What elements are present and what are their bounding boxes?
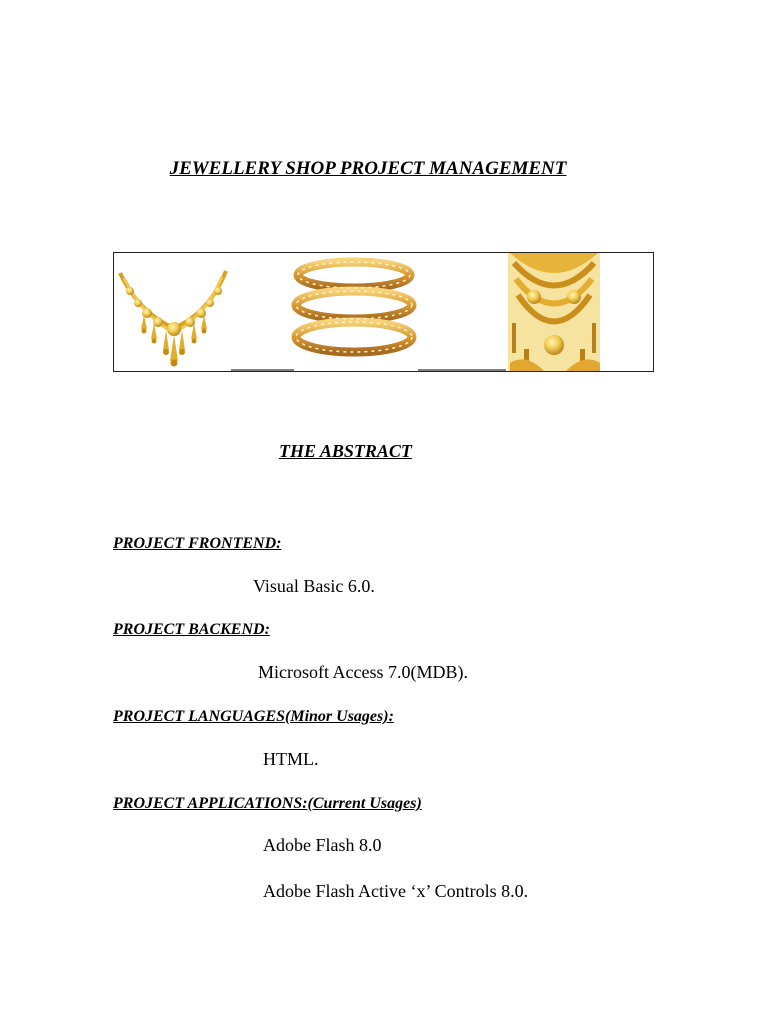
jewellery-image-strip [113,252,654,372]
bridal-set-image [508,253,600,372]
applications-label: PROJECT APPLICATIONS:(Current Usages) [113,795,422,812]
bangles-image [296,262,412,352]
languages-value: HTML. [263,749,319,769]
necklace-image [120,271,226,367]
backend-label: PROJECT BACKEND: [113,621,270,638]
languages-label: PROJECT LANGUAGES(Minor Usages): [113,708,394,725]
section-title: THE ABSTRACT [279,441,412,461]
applications-value-flash: Adobe Flash 8.0 [263,835,382,855]
backend-value: Microsoft Access 7.0(MDB). [258,662,468,682]
document-title: JEWELLERY SHOP PROJECT MANAGEMENT [169,158,567,179]
applications-value-activex: Adobe Flash Active ‘x’ Controls 8.0. [263,881,529,901]
frontend-value: Visual Basic 6.0. [253,576,375,596]
frontend-label: PROJECT FRONTEND: [113,535,282,552]
